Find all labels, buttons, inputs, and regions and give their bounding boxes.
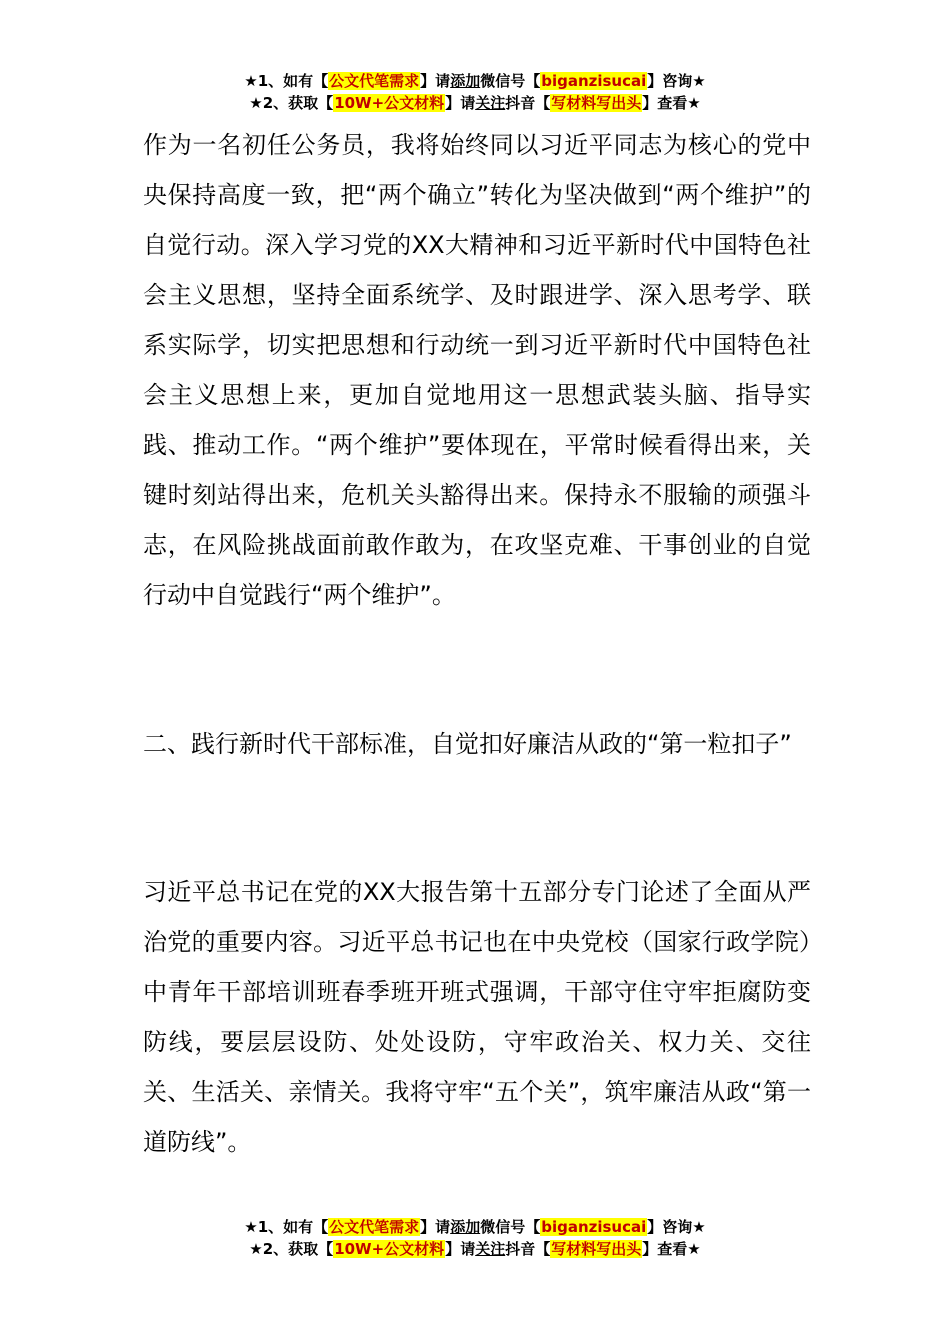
paragraph-3: 习近平总书记在党的XX大报告第十五部分专门论述了全面从严治党的重要内容。习近平总书记也在中央党校（国家行政学院）中青年干部培训班春季班开班式强调，干部守住守牢拒腐防变防线，要层层设防、处处设防，守牢政治关、权力关、交往关、生活关、亲情关。我将守牢“五个关”，筑牢廉洁从政“第一道防线”。 [143,878,811,1156]
banner-line-1: ★1、如有【公文代笔需求】请添加微信号【biganzisucai】咨询★ [244,1218,706,1236]
highlight-douyin: 写材料写出头 [551,94,642,112]
highlight-service: 公文代笔需求 [329,72,420,90]
underline-add: 添加 [450,1218,481,1236]
highlight-materials: 10W+公文材料 [334,94,445,112]
underline-add: 添加 [450,72,481,90]
underline-follow: 关注 [475,1240,506,1258]
banner-line-2: ★2、获取【10W+公文材料】请关注抖音【写材料写出头】查看★ [249,94,701,112]
highlight-wechat-id: biganzisucai [541,1218,647,1236]
section-heading-2: 二、践行新时代干部标准，自觉扣好廉洁从政的“第一粒扣子” [143,730,792,758]
highlight-materials: 10W+公文材料 [334,1240,445,1258]
footer-banner [0,1216,950,1260]
paragraph-1: 作为一名初任公务员，我将始终同以习近平同志为核心的党中央保持高度一致，把“两个确立”转化为坚决做到“两个维护”的自觉行动。深入学习党的XX大精神和习近平新时代中国特色社会主义思想，坚持全面系统学、及时跟进学、深入思考学、联系实际学，切实把思想和行动统一到习近平新时代中国特色社会主义思想上来，更加自觉地用这一思想武装头脑、指导实践、推动工作。“两个维护”要体现在，平常时候看得出来，关键时刻站得出来，危机关头豁得出来。保持永不服输的顽强斗志，在风险挑战面前敢作敢为，在攻坚克难、干事创业的自觉行动中自觉践行“两个维护”。 [143,131,811,609]
banner-line-1: ★1、如有【公文代笔需求】请添加微信号【biganzisucai】咨询★ [244,72,706,90]
highlight-wechat-id: biganzisucai [541,72,647,90]
underline-follow: 关注 [475,94,506,112]
header-banner [0,70,950,114]
highlight-douyin: 写材料写出头 [551,1240,642,1258]
highlight-service: 公文代笔需求 [329,1218,420,1236]
banner-line-2: ★2、获取【10W+公文材料】请关注抖音【写材料写出头】查看★ [249,1240,701,1258]
